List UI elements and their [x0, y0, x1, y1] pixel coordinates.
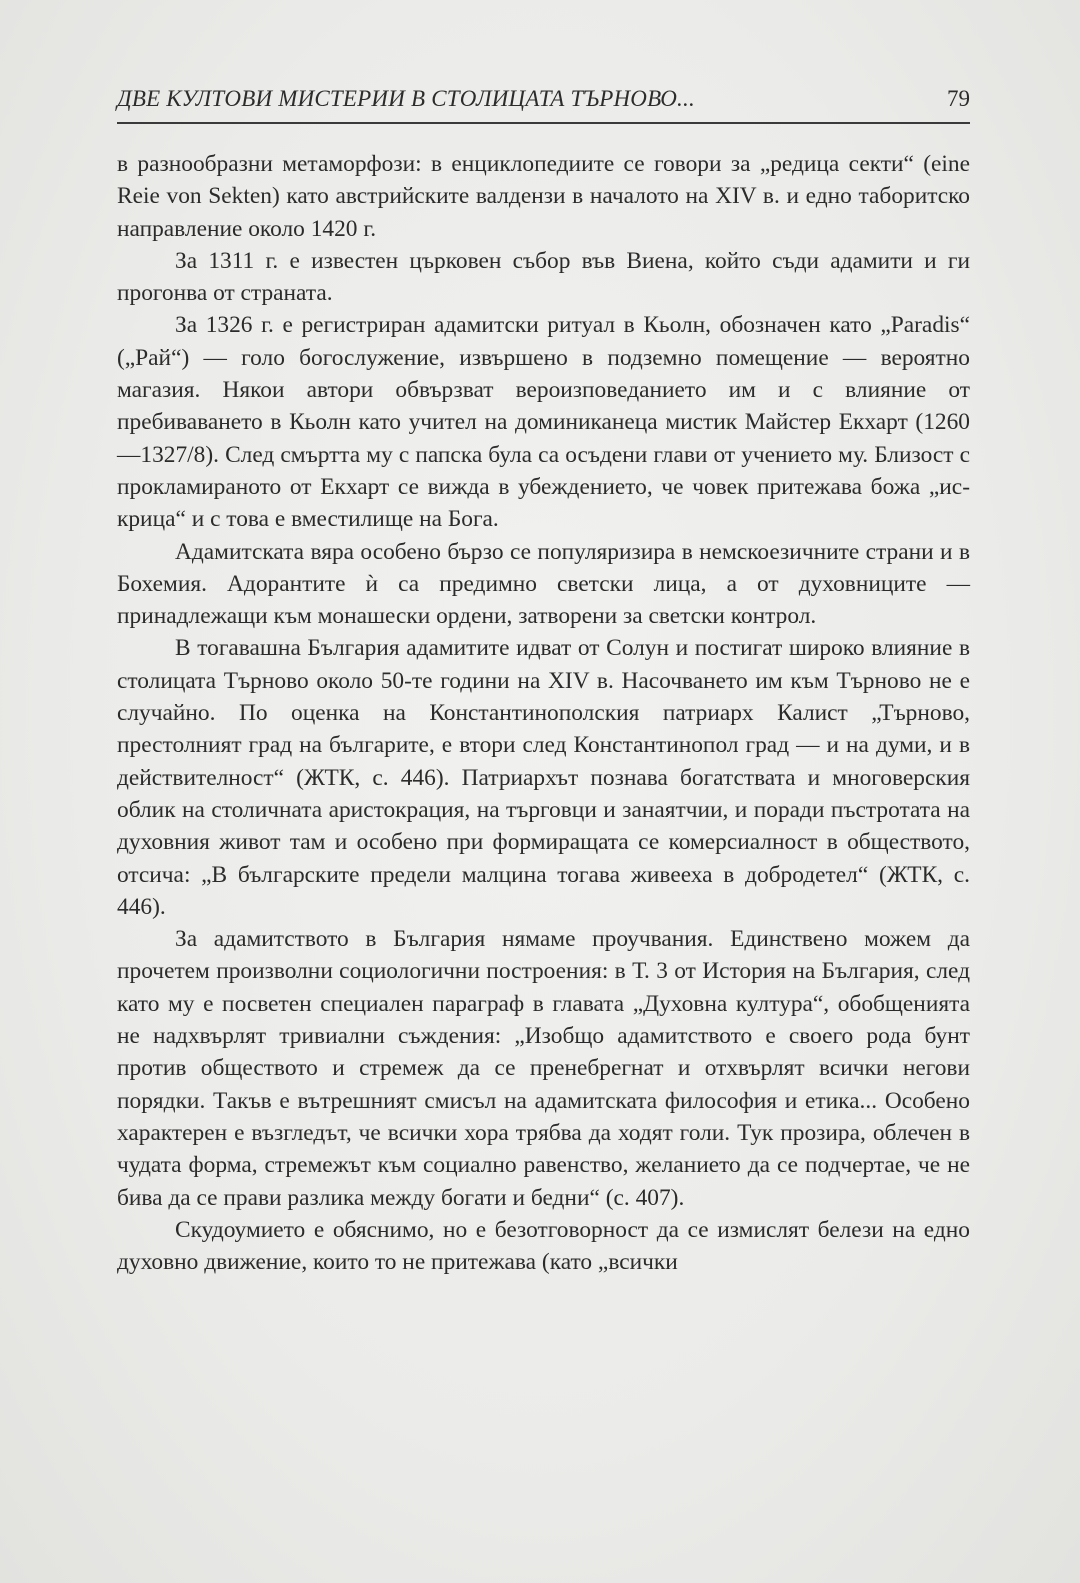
paragraph: За адамитството в България нямаме проучвания. Единствено можем да прочетем произволни социологични построения: в Т. 3 от История на България, след като му е посветен специален параграф в главата „Духовна култура“, обобщенията не надхвърлят тривиални съждения: „Изобщо адамитството е своего рода бунт против обществото и стремеж да се пренебрегнат и отхвърлят всички негови порядки. Такъв е вътрешният смисъл на адамитската философия и етика... Особено характерен е възгледът, че всички хора трябва да ходят голи. Тук прозира, облечен в чудата форма, стремежът към социално равенство, желанието да се подчертае, че не бива да се прави разлика между богати и бедни“ (с. 407). — [117, 926, 970, 1211]
paragraph: Скудоумието е обяснимо, но е безотговорност да се измислят белези на едно духовно движение, които то не притежава (като „всички — [117, 1216, 970, 1276]
paragraph-continuation: в разнообразни метаморфози: в енциклопедиите се говори за „редица секти“ (eine Reie von Sekten) като австрийските валдензи в началото на XIV в. и едно таборитско направление около 1420 г. — [117, 151, 970, 242]
page-header — [117, 86, 970, 124]
page-number: 79 — [947, 86, 970, 111]
paragraph: В тогавашна България адамитите идват от Солун и постигат широко влияние в столицата Търново около 50-те години на XIV в. Насочването им към Търново не е случайно. По оценка на Константинополския патриарх Калист „Търново, престолният град на българите, е втори след Константинопол град — и на думи, и в действителност“ (ЖТК, с. 446). Патриархът познава богатствата и многоверския облик на столичната аристокрация, на търговци и занаятчии, и поради пъстротата на духовния живот там и особено при формиращата се комерсиалност в обществото, отсича: „В българските предели малцина тогава живееха в добродетел“ (ЖТК, с. 446). — [117, 635, 970, 920]
paragraph: Адамитската вяра особено бързо се популяризира в немскоезичните страни и в Бохемия. Адорантите ѝ са предимно светски лица, а от духовниците — принадлежащи към монашески ордени, затворени за светски контрол. — [117, 538, 970, 630]
body-text — [117, 148, 970, 1278]
paragraph: За 1326 г. е регистриран адамитски ритуал в Кьолн, обозначен като „Paradis“ („Рай“) — голо богослужение, извършено в подземно помещение — вероятно магазия. Някои автори обвързват вероизповеданието им и с влияние от пребиваването в Кьолн като учител на доминиканеца мистик Майстер Екхарт (1260—1327/8). След смъртта му с папска була са осъдени глави от учението му. Близост с прокламираното от Екхарт се вижда в убеждението, че човек притежава божа „искрица“ и с това е вместилище на Бога. — [117, 312, 970, 533]
paragraph: За 1311 г. е известен църковен събор във Виена, който съди адамити и ги прогонва от страната. — [117, 247, 970, 307]
running-head: ДВЕ КУЛТОВИ МИСТЕРИИ В СТОЛИЦАТА ТЪРНОВО... — [117, 86, 695, 111]
